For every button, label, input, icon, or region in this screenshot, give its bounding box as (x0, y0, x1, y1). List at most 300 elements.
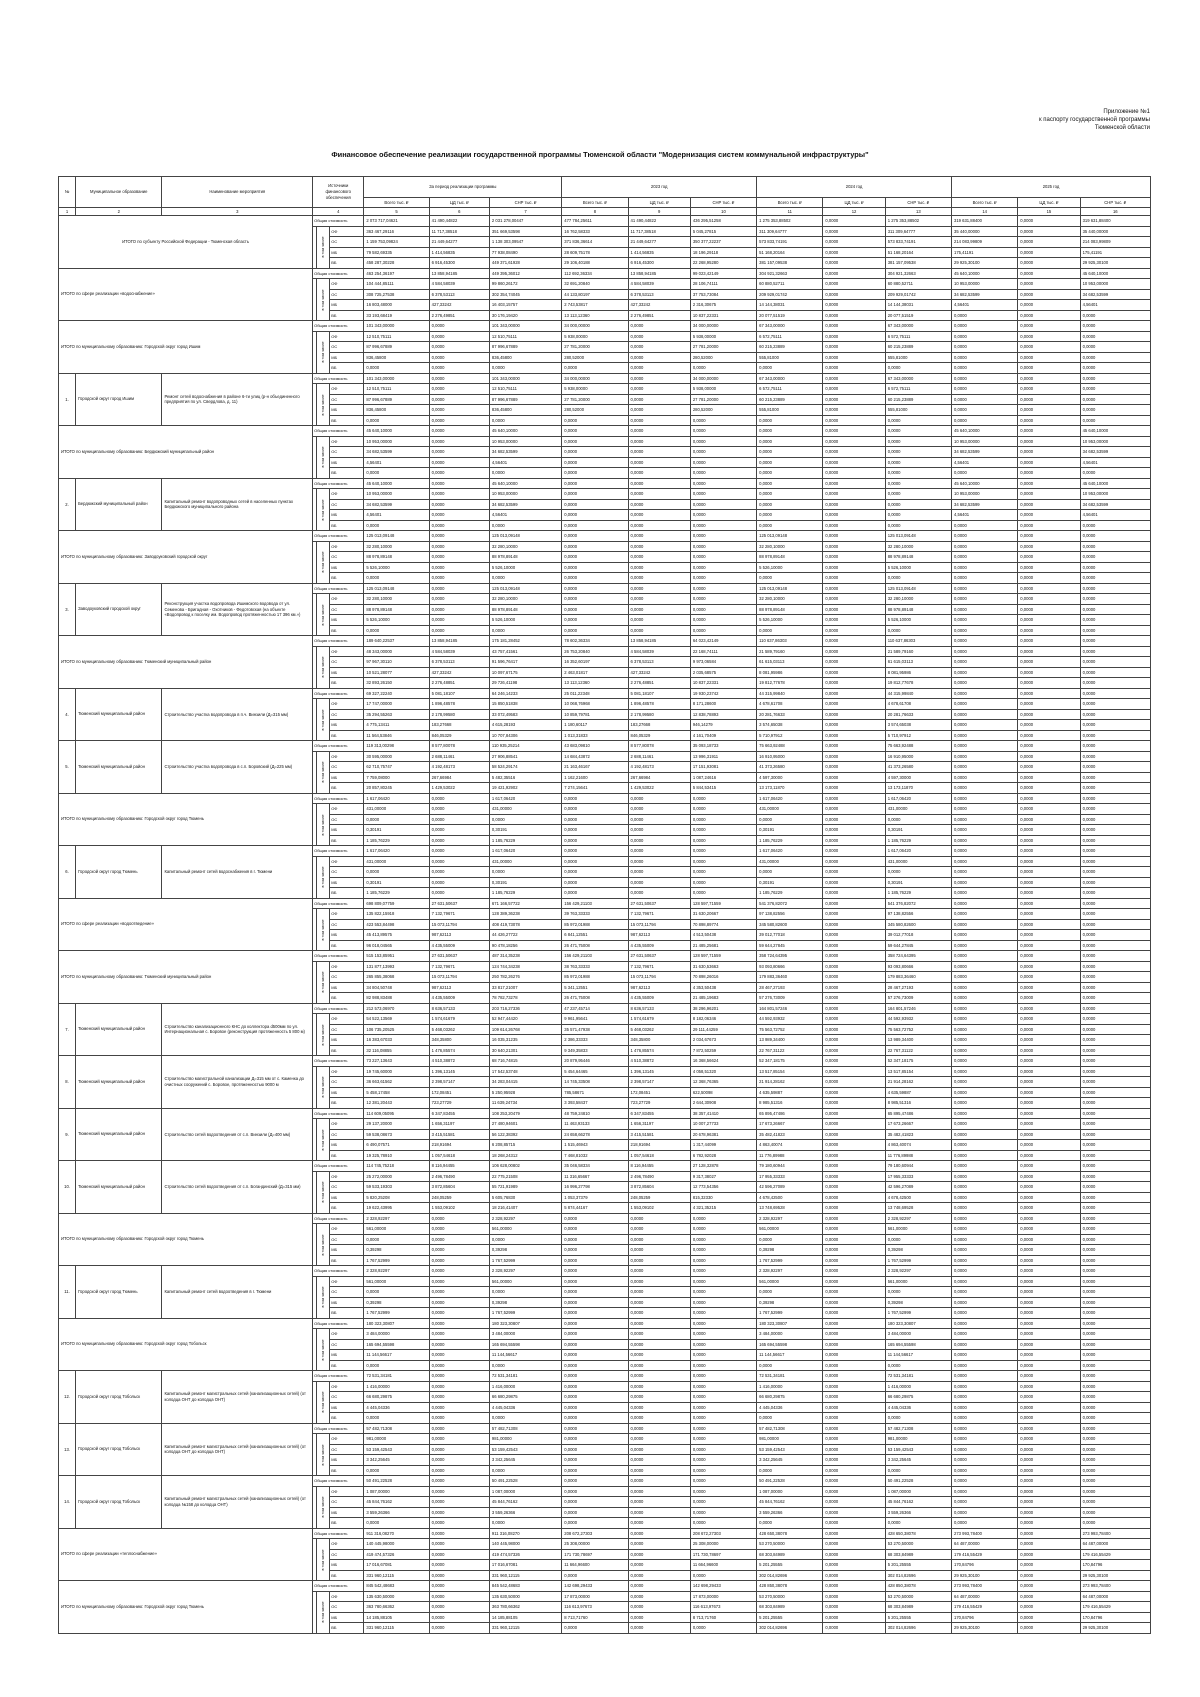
header-colnum: 14 (952, 208, 1018, 216)
value-cell: 0,39298 (364, 1297, 429, 1308)
value-cell: 0,0000 (1018, 1108, 1080, 1119)
value-cell: 50 491,22528 (885, 1476, 951, 1487)
table-row (59, 688, 1151, 699)
value-cell: 0,0000 (562, 877, 628, 888)
value-cell: 1 416,00000 (489, 1381, 561, 1392)
value-cell: 0,0000 (628, 1465, 690, 1476)
value-cell: 0,30191 (364, 825, 429, 836)
value-cell: 0,0000 (562, 552, 628, 563)
source-label: Общая стоимость (313, 531, 364, 542)
event-name: Ремонт сетей водоснабжения в районе 6-ти улиц (р-н объединенного предприятия по ул. Свердлова, д. 11) (162, 373, 313, 426)
value-cell: 0,0000 (690, 1486, 756, 1497)
value-cell: 0,0000 (364, 867, 429, 878)
value-cell: 14 144,38031 (757, 300, 823, 311)
value-cell: 0,0000 (489, 1234, 561, 1245)
source-label: МБ (330, 1350, 364, 1361)
value-cell: 0,0000 (1080, 1287, 1150, 1298)
value-cell: 0,0000 (1080, 1318, 1150, 1329)
vertical-label-text: в том числе (321, 971, 326, 993)
value-cell: 0,0000 (628, 384, 690, 395)
value-cell: 0,0000 (1018, 940, 1080, 951)
value-cell: 0,0000 (952, 1360, 1018, 1371)
value-cell: 28 609,75178 (562, 247, 628, 258)
source-label: ОФ (330, 1329, 364, 1340)
value-cell: 0,0000 (628, 1539, 690, 1550)
value-cell: 0,0000 (1018, 1455, 1080, 1466)
source-label: ОФ (330, 541, 364, 552)
value-cell: 0,0000 (1080, 699, 1150, 710)
value-cell: 0,0000 (628, 573, 690, 584)
value-cell: 189 640,22537 (364, 636, 429, 647)
value-cell: 88 978,89148 (885, 552, 951, 563)
group-total-label: ИТОГО по субъекту Российской Федерации - Тюменская область (59, 216, 313, 269)
value-cell: 0,0000 (1018, 1098, 1080, 1109)
value-cell: 0,0000 (823, 825, 885, 836)
value-cell: 0,0000 (690, 552, 756, 563)
value-cell: 419 474,57326 (489, 1549, 561, 1560)
value-cell: 0,0000 (1080, 384, 1150, 395)
value-cell: 2 276,48851 (628, 678, 690, 689)
value-cell: 26 471,75008 (562, 993, 628, 1004)
group-total-label: ИТОГО по муниципальному образованию: Городской округ город Тюмень (59, 1581, 313, 1634)
value-cell: 0,0000 (690, 1297, 756, 1308)
value-cell: 24 658,66278 (562, 1129, 628, 1140)
value-cell: 0,0000 (628, 520, 690, 531)
value-cell: 50 491,22528 (364, 1476, 429, 1487)
value-cell: 911 316,08270 (364, 1528, 429, 1539)
value-cell: 0,0000 (429, 457, 489, 468)
value-cell: 0,0000 (1018, 1003, 1080, 1014)
value-cell: 9 973,06584 (690, 657, 756, 668)
value-cell: 7 132,79671 (429, 961, 489, 972)
source-label: ВБ (330, 310, 364, 321)
value-cell: 0,0000 (1018, 583, 1080, 594)
source-label: ОС (330, 1129, 364, 1140)
vertical-label-text: в том числе (321, 289, 326, 310)
value-cell: 0,0000 (952, 1455, 1018, 1466)
in-that-number-label (317, 1119, 330, 1161)
value-cell: 0,0000 (823, 1402, 885, 1413)
value-cell: 0,0000 (1018, 741, 1080, 752)
value-cell: 0,0000 (1018, 951, 1080, 962)
value-cell: 53 270,50000 (757, 1591, 823, 1602)
value-cell: 0,0000 (823, 1507, 885, 1518)
value-cell: 1 617,06420 (885, 846, 951, 857)
value-cell: 0,0000 (1080, 1234, 1150, 1245)
value-cell: 68 303,84989 (885, 1549, 951, 1560)
value-cell: 0,0000 (429, 1266, 489, 1277)
value-cell: 302 014,82696 (885, 1623, 951, 1634)
value-cell: 0,0000 (1018, 1392, 1080, 1403)
value-cell: 0,0000 (1018, 405, 1080, 416)
value-cell: 67 343,00000 (885, 321, 951, 332)
value-cell: 836,45800 (364, 405, 429, 416)
value-cell: 110 935,25214 (489, 741, 561, 752)
source-label: МБ (330, 615, 364, 626)
value-cell: 64 023,42149 (690, 636, 756, 647)
value-cell: 304 921,32663 (885, 268, 951, 279)
value-cell: 29 925,30100 (952, 1570, 1018, 1581)
value-cell: 0,0000 (952, 615, 1018, 626)
value-cell: 0,0000 (562, 1465, 628, 1476)
value-cell: 0,0000 (1080, 1119, 1150, 1130)
value-cell: 18 216,41407 (489, 1203, 561, 1214)
value-cell: 0,0000 (1080, 415, 1150, 426)
value-cell: 4 321,35215 (690, 1203, 756, 1214)
source-label: ВБ (330, 625, 364, 636)
value-cell: 0,0000 (628, 1434, 690, 1445)
source-label: Общая стоимость (313, 216, 364, 227)
value-cell: 29 925,30100 (1080, 1623, 1150, 1634)
header-sub-0-0: Всего тыс. ₽ (364, 198, 429, 208)
value-cell: 93 093,80666 (757, 961, 823, 972)
value-cell: 0,0000 (690, 1455, 756, 1466)
value-cell: 140 445,98000 (489, 1539, 561, 1550)
value-cell: 1 185,76229 (757, 888, 823, 899)
value-cell: 0,0000 (628, 1623, 690, 1634)
value-cell: 0,0000 (690, 793, 756, 804)
value-cell: 0,0000 (823, 1549, 885, 1560)
value-cell: 0,0000 (690, 1329, 756, 1340)
value-cell: 0,0000 (628, 1413, 690, 1424)
value-cell: 0,0000 (628, 1476, 690, 1487)
value-cell: 5 201,25555 (885, 1612, 951, 1623)
header-sub-3-0: Всего тыс. ₽ (952, 198, 1018, 208)
value-cell: 16 996,27798 (562, 1182, 628, 1193)
value-cell: 0,0000 (1018, 1234, 1080, 1245)
municipality-name: Тюменский муниципальный район (76, 1161, 162, 1214)
value-cell: 5 526,10000 (489, 562, 561, 573)
vertical-label-text: в том числе (321, 604, 326, 625)
value-cell: 302 354,74045 (489, 289, 561, 300)
header-sub-3-1: ЦД тыс. ₽ (1018, 198, 1080, 208)
value-cell: 0,0000 (628, 1287, 690, 1298)
in-that-number-label (317, 699, 330, 741)
value-cell: 72 531,34181 (364, 1371, 429, 1382)
value-cell: 0,0000 (1080, 1087, 1150, 1098)
value-cell: 0,0000 (885, 457, 951, 468)
value-cell: 0,0000 (757, 520, 823, 531)
value-cell: 0,0000 (562, 594, 628, 605)
header-colnum: 11 (757, 208, 823, 216)
value-cell: 11 776,89988 (757, 1150, 823, 1161)
value-cell: 423 553,84498 (364, 919, 429, 930)
value-cell: 8 577,80078 (628, 741, 690, 752)
value-cell: 0,0000 (757, 1360, 823, 1371)
value-cell: 3 559,26366 (885, 1507, 951, 1518)
group-total-label: ИТОГО по муниципальному образованию: Тюменский муниципальный район (59, 636, 313, 689)
value-cell: 2 178,99580 (628, 709, 690, 720)
value-cell: 0,0000 (1018, 1623, 1080, 1634)
value-cell: 0,0000 (952, 1476, 1018, 1487)
value-cell: 8 182,06346 (690, 1014, 756, 1025)
value-cell: 0,0000 (690, 1339, 756, 1350)
value-cell: 21 589,79160 (757, 646, 823, 657)
value-cell: 428 850,38078 (885, 1581, 951, 1592)
value-cell: 1 185,76229 (489, 888, 561, 899)
value-cell: 0,0000 (429, 468, 489, 479)
value-cell: 7 274,15641 (562, 783, 628, 794)
value-cell: 0,0000 (952, 1182, 1018, 1193)
value-cell: 0,0000 (429, 436, 489, 447)
value-cell: 6 782,92028 (690, 1150, 756, 1161)
value-cell: 5 045,27815 (690, 226, 756, 237)
value-cell: 0,0000 (628, 1360, 690, 1371)
header-colnum: 2 (76, 208, 162, 216)
value-cell: 1 767,52999 (489, 1308, 561, 1319)
source-label: ОС (330, 1024, 364, 1035)
value-cell: 0,0000 (1018, 1549, 1080, 1560)
value-cell: 125 013,09148 (489, 583, 561, 594)
value-cell: 119 313,00298 (364, 741, 429, 752)
value-cell: 0,0000 (1080, 1486, 1150, 1497)
value-cell: 0,0000 (690, 1476, 756, 1487)
value-cell: 214 083,99809 (952, 237, 1018, 248)
value-cell: 0,0000 (1080, 1066, 1150, 1077)
value-cell: 0,0000 (952, 909, 1018, 920)
value-cell: 0,0000 (757, 1465, 823, 1476)
value-cell: 0,0000 (952, 1318, 1018, 1329)
value-cell: 33 072,49583 (489, 709, 561, 720)
value-cell: 0,0000 (628, 1276, 690, 1287)
value-cell: 79 582,69335 (364, 247, 429, 258)
value-cell: 0,0000 (1018, 1350, 1080, 1361)
value-cell: 0,0000 (562, 1255, 628, 1266)
value-cell: 0,0000 (823, 552, 885, 563)
value-cell: 4 510,38872 (429, 1056, 489, 1067)
value-cell: 0,0000 (1018, 331, 1080, 342)
value-cell: 97 138,82556 (757, 909, 823, 920)
value-cell: 0,0000 (952, 636, 1018, 647)
value-cell: 265 855,38068 (364, 972, 429, 983)
source-label: ОФ (330, 804, 364, 815)
value-cell: 0,0000 (823, 1140, 885, 1151)
value-cell: 11 717,38518 (628, 226, 690, 237)
header-colnum: 8 (562, 208, 628, 216)
value-cell: 13 517,85154 (757, 1066, 823, 1077)
value-cell: 0,0000 (823, 216, 885, 227)
value-cell: 561,00000 (757, 1224, 823, 1235)
row-number: 13. (59, 1423, 76, 1476)
value-cell: 12 838,78893 (690, 709, 756, 720)
value-cell: 0,0000 (1018, 1518, 1080, 1529)
value-cell: 0,0000 (690, 478, 756, 489)
source-label: Общая стоимость (313, 426, 364, 437)
value-cell: 0,0000 (823, 1129, 885, 1140)
value-cell: 0,0000 (823, 1035, 885, 1046)
value-cell: 0,0000 (1018, 1035, 1080, 1046)
source-label: Общая стоимость (313, 583, 364, 594)
value-cell: 68 716,74815 (489, 1056, 561, 1067)
value-cell: 363 467,29116 (364, 226, 429, 237)
value-cell: 0,0000 (628, 321, 690, 332)
value-cell: 0,0000 (1080, 762, 1150, 773)
value-cell: 0,0000 (1080, 562, 1150, 573)
value-cell: 0,0000 (628, 1297, 690, 1308)
appendix-note (950, 108, 1150, 132)
value-cell: 0,0000 (823, 1171, 885, 1182)
value-cell: 35 294,55263 (364, 709, 429, 720)
value-cell: 128 597,71559 (690, 951, 756, 962)
value-cell: 135 630,50000 (489, 1591, 561, 1602)
value-cell: 125 013,09148 (757, 583, 823, 594)
value-cell: 32 280,10000 (489, 541, 561, 552)
value-cell: 4 513,50438 (690, 930, 756, 941)
source-label: ОС (330, 1339, 364, 1350)
table-row (59, 1108, 1151, 1119)
value-cell: 0,0000 (1018, 1381, 1080, 1392)
value-cell: 53 159,42543 (489, 1444, 561, 1455)
value-cell: 0,0000 (628, 1402, 690, 1413)
value-cell: 0,0000 (952, 531, 1018, 542)
value-cell: 0,0000 (1080, 1465, 1150, 1476)
value-cell: 331 960,12115 (364, 1570, 429, 1581)
group-total-label: ИТОГО по муниципальному образованию: Городской округ город Ишим (59, 321, 313, 374)
source-label: ОС (330, 1602, 364, 1613)
table-row (59, 636, 1151, 647)
value-cell: 0,0000 (757, 489, 823, 500)
value-cell: 22 775,21508 (489, 1171, 561, 1182)
value-cell: 0,0000 (429, 1402, 489, 1413)
value-cell: 2 463,01817 (562, 667, 628, 678)
value-cell: 179 883,36460 (885, 972, 951, 983)
header-colnum: 16 (1080, 208, 1150, 216)
value-cell: 0,0000 (823, 1350, 885, 1361)
value-cell: 0,0000 (690, 583, 756, 594)
value-cell: 0,0000 (823, 457, 885, 468)
value-cell: 15 073,11794 (429, 919, 489, 930)
value-cell: 0,0000 (823, 688, 885, 699)
source-label: ВБ (330, 573, 364, 584)
value-cell: 75 663,92488 (885, 741, 951, 752)
group-total-label: ИТОГО по муниципальному образованию: Бердюжский муниципальный район (59, 426, 313, 479)
value-cell: 17 873,00000 (690, 1591, 756, 1602)
value-cell: 35 482,41823 (885, 1129, 951, 1140)
value-cell: 2 688,11461 (429, 751, 489, 762)
value-cell: 0,0000 (952, 1308, 1018, 1319)
value-cell: 671 166,57722 (489, 898, 561, 909)
value-cell: 28 106,74111 (690, 279, 756, 290)
value-cell: 0,0000 (1080, 1129, 1150, 1140)
value-cell: 350 377,22237 (690, 237, 756, 248)
value-cell: 0,0000 (1080, 909, 1150, 920)
value-cell: 0,0000 (1080, 1140, 1150, 1151)
value-cell: 0,0000 (1080, 1003, 1150, 1014)
value-cell: 156 429,21103 (562, 951, 628, 962)
value-cell: 0,0000 (429, 1245, 489, 1256)
value-cell: 0,0000 (1018, 1602, 1080, 1613)
table-row (59, 268, 1151, 279)
value-cell: 0,0000 (628, 1581, 690, 1592)
value-cell: 70 898,89774 (690, 919, 756, 930)
value-cell: 0,0000 (952, 1045, 1018, 1056)
value-cell: 0,0000 (1018, 919, 1080, 930)
in-that-number-label (317, 856, 330, 898)
table-row (59, 426, 1151, 437)
value-cell: 0,0000 (952, 940, 1018, 951)
value-cell: 53 159,42543 (885, 1444, 951, 1455)
value-cell: 0,0000 (1080, 898, 1150, 909)
value-cell: 846,05329 (628, 730, 690, 741)
value-cell: 73 227,13643 (364, 1056, 429, 1067)
value-cell: 0,0000 (1080, 846, 1150, 857)
value-cell: 3 559,26366 (757, 1507, 823, 1518)
value-cell: 125 013,09148 (757, 531, 823, 542)
value-cell: 32 280,10000 (885, 594, 951, 605)
value-cell: 0,0000 (429, 583, 489, 594)
in-that-number-label (317, 489, 330, 531)
financing-table-body (59, 216, 1151, 1634)
value-cell: 0,0000 (429, 1518, 489, 1529)
value-cell: 34 000,00000 (562, 321, 628, 332)
header-sub-2-2: СНР тыс. ₽ (885, 198, 951, 208)
value-cell: 0,0000 (562, 615, 628, 626)
value-cell: 77 938,08490 (489, 247, 561, 258)
value-cell: 363 780,66362 (364, 1602, 429, 1613)
value-cell: 87 996,67889 (489, 394, 561, 405)
value-cell: 0,0000 (757, 426, 823, 437)
value-cell: 0,0000 (690, 447, 756, 458)
value-cell: 180 323,30807 (489, 1318, 561, 1329)
value-cell: 0,0000 (562, 1402, 628, 1413)
value-cell: 0,0000 (690, 1308, 756, 1319)
value-cell: 0,0000 (952, 961, 1018, 972)
value-cell: 0,0000 (690, 1497, 756, 1508)
value-cell: 8 577,80078 (429, 741, 489, 752)
value-cell: 0,0000 (1080, 646, 1150, 657)
value-cell: 0,0000 (429, 1318, 489, 1329)
value-cell: 0,0000 (757, 573, 823, 584)
value-cell: 68 303,84989 (757, 1549, 823, 1560)
source-label: МБ (330, 982, 364, 993)
value-cell: 72 531,34181 (885, 1371, 951, 1382)
source-label: Общая стоимость (313, 1266, 364, 1277)
value-cell: 22 268,95280 (690, 258, 756, 269)
value-cell: 5 454,64465 (562, 1066, 628, 1077)
value-cell: 2 316,30675 (690, 300, 756, 311)
value-cell: 0,0000 (952, 1234, 1018, 1245)
value-cell: 0,0000 (1018, 226, 1080, 237)
value-cell: 12 510,75111 (489, 331, 561, 342)
value-cell: 13 517,85154 (885, 1066, 951, 1077)
value-cell: 0,0000 (628, 1560, 690, 1571)
value-cell: 15 073,11794 (628, 919, 690, 930)
value-cell: 0,0000 (1080, 1024, 1150, 1035)
value-cell: 1 429,53022 (429, 783, 489, 794)
value-cell: 175 181,28452 (489, 636, 561, 647)
value-cell: 0,0000 (1018, 552, 1080, 563)
value-cell: 946,14279 (690, 720, 756, 731)
value-cell: 0,0000 (823, 877, 885, 888)
value-cell: 51 168,20164 (885, 247, 951, 258)
value-cell: 52 947,44420 (489, 1014, 561, 1025)
value-cell: 0,0000 (690, 1245, 756, 1256)
source-label: ОФ (330, 594, 364, 605)
value-cell: 723,27729 (628, 1098, 690, 1109)
value-cell: 0,0000 (1080, 793, 1150, 804)
value-cell: 0,0000 (823, 352, 885, 363)
value-cell: 53 159,42543 (364, 1444, 429, 1455)
value-cell: 5 710,97912 (757, 730, 823, 741)
value-cell: 0,0000 (690, 888, 756, 899)
value-cell: 0,0000 (1080, 1297, 1150, 1308)
value-cell: 3 342,25645 (364, 1455, 429, 1466)
value-cell: 0,0000 (952, 888, 1018, 899)
value-cell: 6 347,83455 (429, 1108, 489, 1119)
value-cell: 99 023,42149 (690, 268, 756, 279)
value-cell: 0,0000 (1018, 636, 1080, 647)
value-cell: 32 280,10000 (489, 594, 561, 605)
